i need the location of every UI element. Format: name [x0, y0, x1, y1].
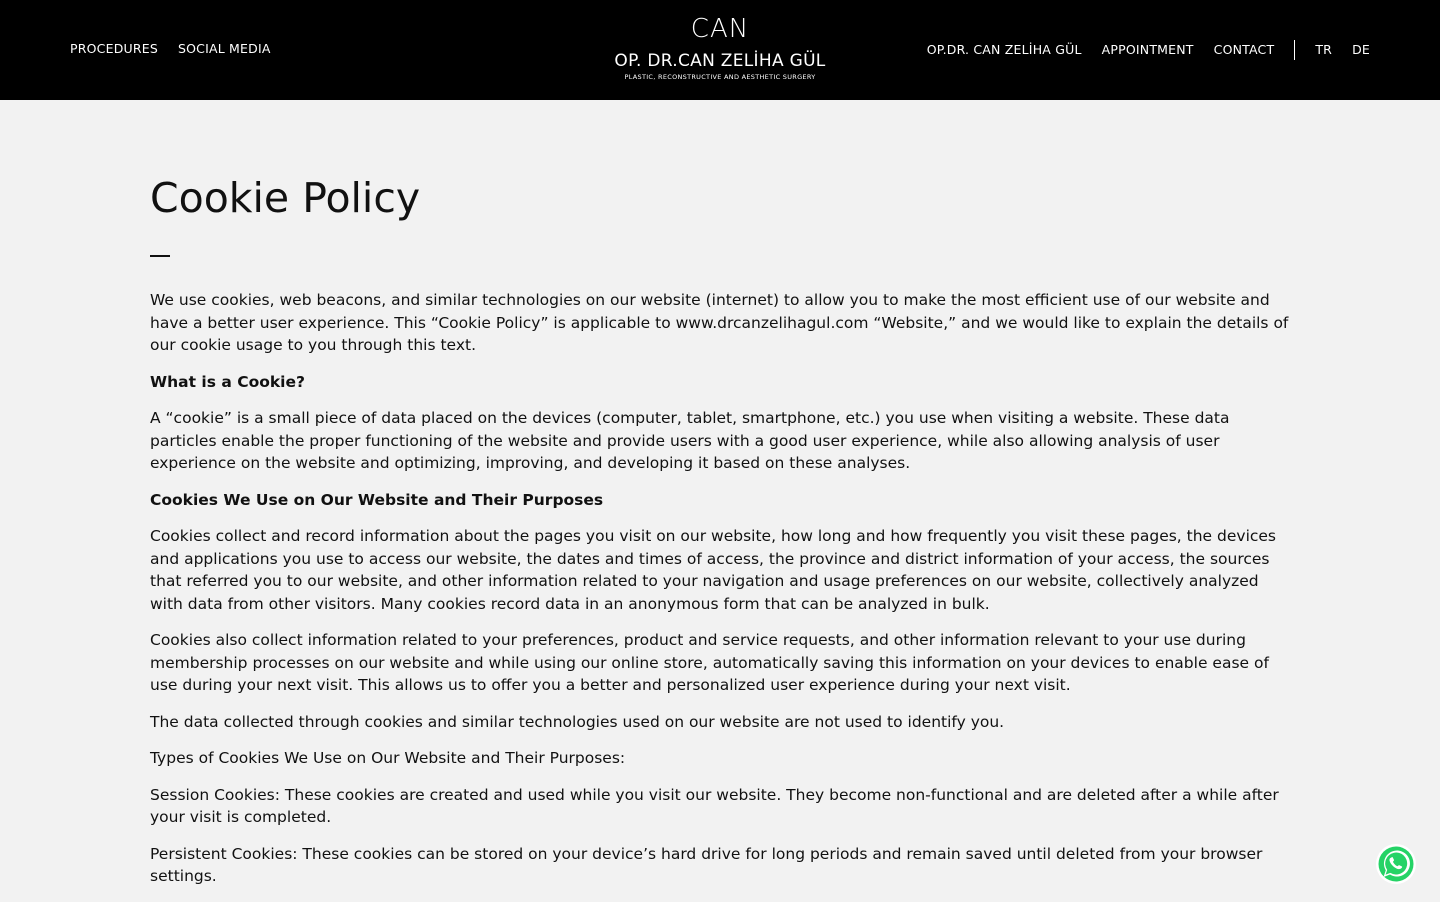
cookie-definition-paragraph: A “cookie” is a small piece of data placed on the devices (computer, tablet, smartphone, etc.) you use when visiting a website. These data particles enable the proper functioning of the website and provide users with a good user experience, while also allowing analysis of user experience on the website and optimizing, improving, and developing it based on these analyses.	[150, 409, 1230, 472]
primary-nav-right	[927, 40, 1370, 60]
nav-link-appointment[interactable]: APPOINTMENT	[1101, 42, 1194, 57]
nav-link-contact[interactable]: CONTACT	[1213, 42, 1275, 57]
session-cookies-paragraph: Session Cookies: These cookies are created and used while you visit our website. They become non-functional and are deleted after a while after your visit is completed.	[150, 785, 1279, 826]
logo-name: OP. DR.CAN ZELİHA GÜL	[614, 51, 826, 71]
nav-divider	[1294, 40, 1295, 60]
whatsapp-icon	[1375, 843, 1417, 885]
nav-link-doctor[interactable]: OP.DR. CAN ZELİHA GÜL	[926, 42, 1082, 57]
cookies-preferences-paragraph: Cookies also collect information related to your preferences, product and service requests, and other information relevant to your use during membership processes on our website and while using our online store, automatically saving this information on your devices to enable ease of use during your next visit. This allows us to offer you a better and personalized user experience during your next visit.	[150, 631, 1269, 694]
persistent-cookies-paragraph: Persistent Cookies: These cookies can be stored on your device’s hard drive for long periods and remain saved until deleted from your browser settings.	[150, 844, 1263, 885]
primary-nav-left	[70, 40, 271, 58]
logo-tagline: PLASTIC, RECONSTRUCTIVE AND AESTHETIC SURGERY	[624, 73, 816, 81]
site-header	[0, 0, 1440, 100]
cookies-collect-paragraph: Cookies collect and record information about the pages you visit on our website, how long and how frequently you visit these pages, the devices and applications you use to access our website, the dates and times of access, the province and district information of your access, the sources that referred you to our website, and other information related to your navigation and usage preferences on our website, collectively analyzed with data from other visitors. Many cookies record data in an anonymous form that can be analyzed in bulk.	[150, 527, 1277, 613]
nav-link-social-media[interactable]: SOCIAL MEDIA	[177, 41, 271, 56]
whatsapp-button[interactable]	[1375, 843, 1417, 885]
logo-mark: CAN	[690, 14, 750, 44]
language-de[interactable]: DE	[1352, 42, 1370, 57]
intro-paragraph: We use cookies, web beacons, and similar technologies on our website (internet) to allow you to make the most efficient use of our website and have a better user experience. This “Cookie Policy” is applicable to www.drcanzelihagul.com “Website,” and we would like to explain the details of our cookie usage to you through this text.	[150, 291, 1289, 354]
language-tr[interactable]: TR	[1315, 42, 1333, 57]
title-divider	[150, 255, 170, 257]
data-not-identify-paragraph: The data collected through cookies and similar technologies used on our website are not used to identify you.	[150, 712, 1005, 731]
section-heading-cookies-we-use: Cookies We Use on Our Website and Their Purposes	[150, 490, 604, 509]
page-title: Cookie Policy	[150, 174, 421, 222]
cookie-types-intro: Types of Cookies We Use on Our Website and Their Purposes:	[150, 749, 626, 767]
main-content	[150, 170, 1290, 902]
section-heading-what-is-cookie: What is a Cookie?	[150, 372, 305, 391]
nav-link-procedures[interactable]: PROCEDURES	[70, 41, 158, 56]
site-logo[interactable]	[560, 14, 880, 82]
